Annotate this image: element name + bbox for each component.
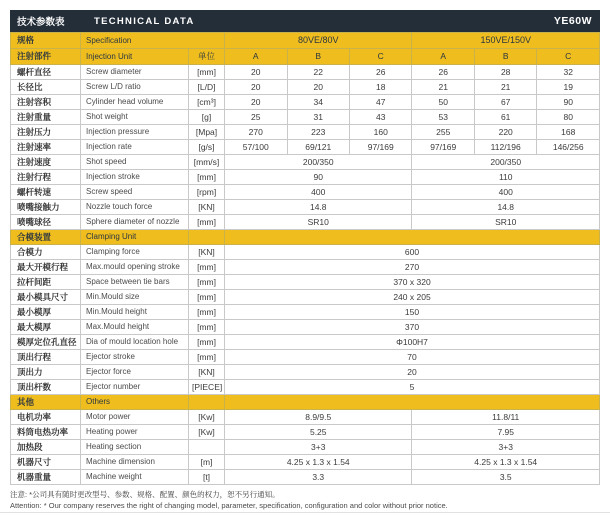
value-cell: 160: [349, 125, 411, 140]
row-label-en: Dia of mould location hole: [81, 335, 189, 350]
value-cell: 90: [537, 95, 600, 110]
row-label-zh: 料筒电热功率: [11, 425, 81, 440]
value-cell: 200/350: [412, 155, 600, 170]
row-label-en: Screw L/D ratio: [81, 80, 189, 95]
value-cell: 110: [412, 170, 600, 185]
row-unit: [mm]: [189, 215, 225, 230]
row-label-en: Space between tie bars: [81, 275, 189, 290]
column-header-row: [11, 49, 600, 65]
row-label-zh: 顶出力: [11, 365, 81, 380]
row-label-zh: 最小模厚: [11, 305, 81, 320]
value-cell: 600: [225, 245, 600, 260]
row-label-zh: 最小模具尺寸: [11, 290, 81, 305]
value-cell: 370 x 320: [225, 275, 600, 290]
value-cell: 18: [349, 80, 411, 95]
row-label-zh: 合模力: [11, 245, 81, 260]
row-label-zh: 合模装置: [11, 230, 81, 245]
value-cell: 20: [225, 80, 287, 95]
table-row: [11, 185, 600, 200]
spec-header-row: [11, 33, 600, 49]
value-cell: 3.3: [225, 470, 412, 485]
value-cell: 26: [349, 65, 411, 80]
row-unit: [rpm]: [189, 185, 225, 200]
col-header-b1: B: [287, 49, 349, 65]
value-cell: 69/121: [287, 140, 349, 155]
row-unit: [g/s]: [189, 140, 225, 155]
row-unit: [mm]: [189, 335, 225, 350]
row-label-en: Shot weight: [81, 110, 189, 125]
table-row: [11, 350, 600, 365]
row-label-zh: 注射容积: [11, 95, 81, 110]
row-label-zh: 顶出杆数: [11, 380, 81, 395]
row-label-en: Min.Mould height: [81, 305, 189, 320]
row-label-zh: 喷嘴球径: [11, 215, 81, 230]
value-cell: 4.25 x 1.3 x 1.54: [225, 455, 412, 470]
value-cell: 97/169: [412, 140, 474, 155]
value-cell: SR10: [225, 215, 412, 230]
value-cell: 112/196: [474, 140, 536, 155]
section-filler: [225, 395, 600, 410]
note-en: Attention: * Our company reserves the right of changing model, parameter, specification, configuration and color without prior notice.: [10, 500, 448, 510]
row-label-en: Max.mould opening stroke: [81, 260, 189, 275]
row-label-zh: 注射速率: [11, 140, 81, 155]
row-unit: [Mpa]: [189, 125, 225, 140]
unit-column-header: 单位: [189, 49, 225, 65]
table-row: [11, 410, 600, 425]
value-cell: 32: [537, 65, 600, 80]
value-cell: 3+3: [225, 440, 412, 455]
row-label-en: Motor power: [81, 410, 189, 425]
value-cell: 5.25: [225, 425, 412, 440]
table-row: [11, 170, 600, 185]
row-label-en: Injection pressure: [81, 125, 189, 140]
value-cell: 26: [412, 65, 474, 80]
value-cell: 34: [287, 95, 349, 110]
row-label-en: Others: [81, 395, 189, 410]
table-row: [11, 455, 600, 470]
row-unit: [mm]: [189, 290, 225, 305]
value-cell: 200/350: [225, 155, 412, 170]
value-cell: 21: [474, 80, 536, 95]
table-row: [11, 305, 600, 320]
row-unit: [cm³]: [189, 95, 225, 110]
table-row: [11, 275, 600, 290]
row-label-en: Min.Mould size: [81, 290, 189, 305]
row-label-en: Screw diameter: [81, 65, 189, 80]
row-label-en: Injection stroke: [81, 170, 189, 185]
row-unit: [KN]: [189, 245, 225, 260]
row-unit: [Kw]: [189, 410, 225, 425]
table-row: [11, 140, 600, 155]
row-label-en: Heating power: [81, 425, 189, 440]
table-row: [11, 380, 600, 395]
row-label-en: Shot speed: [81, 155, 189, 170]
value-cell: 28: [474, 65, 536, 80]
value-cell: 67: [474, 95, 536, 110]
value-cell: 19: [537, 80, 600, 95]
col-header-c1: C: [349, 49, 411, 65]
value-cell: 61: [474, 110, 536, 125]
row-unit: [Kw]: [189, 425, 225, 440]
row-unit: [mm]: [189, 170, 225, 185]
value-cell: 370: [225, 320, 600, 335]
value-cell: 223: [287, 125, 349, 140]
row-label-en: Ejector stroke: [81, 350, 189, 365]
row-label-zh: 模厚定位孔直径: [11, 335, 81, 350]
value-cell: 31: [287, 110, 349, 125]
row-label-en: Heating section: [81, 440, 189, 455]
table-row: [11, 335, 600, 350]
row-unit: [KN]: [189, 200, 225, 215]
row-unit: [189, 395, 225, 410]
table-row: [11, 290, 600, 305]
value-cell: 240 x 205: [225, 290, 600, 305]
value-cell: 53: [412, 110, 474, 125]
spec-label-en: Specification: [81, 33, 225, 49]
spec-label-zh: 规格: [11, 33, 81, 49]
table-row: [11, 260, 600, 275]
row-unit: [m]: [189, 455, 225, 470]
row-unit: [L/D]: [189, 80, 225, 95]
row-label-en: Ejector force: [81, 365, 189, 380]
row-label-zh: 螺杆转速: [11, 185, 81, 200]
value-cell: 21: [412, 80, 474, 95]
value-cell: 14.8: [225, 200, 412, 215]
row-label-zh: 注射重量: [11, 110, 81, 125]
row-unit: [189, 230, 225, 245]
row-label-en: Screw speed: [81, 185, 189, 200]
value-cell: 70: [225, 350, 600, 365]
col-header-b2: B: [474, 49, 536, 65]
row-label-zh: 注射速度: [11, 155, 81, 170]
value-cell: 220: [474, 125, 536, 140]
table-row: [11, 125, 600, 140]
model-group-1: 80VE/80V: [225, 33, 412, 49]
row-label-zh: 其他: [11, 395, 81, 410]
section-injection-zh: 注射部件: [11, 49, 81, 65]
sheet-header-bar: [10, 10, 600, 32]
table-row: [11, 155, 600, 170]
row-unit: [mm]: [189, 275, 225, 290]
value-cell: 20: [225, 365, 600, 380]
table-row: [11, 65, 600, 80]
col-header-a1: A: [225, 49, 287, 65]
row-unit: [mm]: [189, 65, 225, 80]
row-label-en: Nozzle touch force: [81, 200, 189, 215]
value-cell: 14.8: [412, 200, 600, 215]
value-cell: 20: [287, 80, 349, 95]
model-group-2: 150VE/150V: [412, 33, 600, 49]
value-cell: 5: [225, 380, 600, 395]
technical-data-sheet: [10, 10, 600, 512]
footer-notes: [10, 490, 600, 512]
row-unit: [mm/s]: [189, 155, 225, 170]
row-unit: [mm]: [189, 305, 225, 320]
value-cell: 7.95: [412, 425, 600, 440]
table-row: [11, 470, 600, 485]
value-cell: 80: [537, 110, 600, 125]
value-cell: 43: [349, 110, 411, 125]
row-label-zh: 注射行程: [11, 170, 81, 185]
value-cell: 270: [225, 125, 287, 140]
row-label-zh: 最大模厚: [11, 320, 81, 335]
value-cell: 20: [225, 95, 287, 110]
value-cell: 270: [225, 260, 600, 275]
value-cell: 90: [225, 170, 412, 185]
value-cell: 4.25 x 1.3 x 1.54: [412, 455, 600, 470]
value-cell: 146/256: [537, 140, 600, 155]
value-cell: 255: [412, 125, 474, 140]
row-label-zh: 机器尺寸: [11, 455, 81, 470]
table-row: [11, 110, 600, 125]
table-row: [11, 95, 600, 110]
col-header-a2: A: [412, 49, 474, 65]
value-cell: 8.9/9.5: [225, 410, 412, 425]
row-label-zh: 螺杆直径: [11, 65, 81, 80]
value-cell: 150: [225, 305, 600, 320]
row-label-en: Cylinder head volume: [81, 95, 189, 110]
value-cell: Φ100H7: [225, 335, 600, 350]
row-label-en: Ejector number: [81, 380, 189, 395]
row-label-zh: 顶出行程: [11, 350, 81, 365]
value-cell: 3+3: [412, 440, 600, 455]
row-label-zh: 拉杆间距: [11, 275, 81, 290]
table-row: [11, 215, 600, 230]
value-cell: 400: [412, 185, 600, 200]
table-row: [11, 440, 600, 455]
value-cell: 47: [349, 95, 411, 110]
value-cell: 400: [225, 185, 412, 200]
row-label-en: Machine weight: [81, 470, 189, 485]
value-cell: 50: [412, 95, 474, 110]
row-label-en: Clamping force: [81, 245, 189, 260]
row-unit: [mm]: [189, 260, 225, 275]
section-filler: [225, 230, 600, 245]
row-unit: [g]: [189, 110, 225, 125]
col-header-c2: C: [537, 49, 600, 65]
row-label-zh: 电机功率: [11, 410, 81, 425]
row-label-zh: 喷嘴接触力: [11, 200, 81, 215]
row-unit: [mm]: [189, 320, 225, 335]
note-zh: 注意: *公司具有随时更改型号、参数、规格、配置、颜色的权力，恕不另行通知。: [10, 490, 280, 499]
section-row: [11, 230, 600, 245]
technical-data-table: [10, 32, 600, 485]
row-unit: [mm]: [189, 350, 225, 365]
table-row: [11, 80, 600, 95]
row-unit: [KN]: [189, 365, 225, 380]
value-cell: 20: [225, 65, 287, 80]
row-unit: [PIECE]: [189, 380, 225, 395]
row-label-zh: 最大开模行程: [11, 260, 81, 275]
value-cell: 25: [225, 110, 287, 125]
row-label-zh: 加热段: [11, 440, 81, 455]
row-unit: [t]: [189, 470, 225, 485]
value-cell: 57/100: [225, 140, 287, 155]
row-unit: [189, 440, 225, 455]
table-row: [11, 245, 600, 260]
row-label-en: Injection rate: [81, 140, 189, 155]
bottom-divider: [0, 512, 610, 513]
value-cell: 11.8/11: [412, 410, 600, 425]
value-cell: 3.5: [412, 470, 600, 485]
row-label-en: Sphere diameter of nozzle: [81, 215, 189, 230]
row-label-en: Machine dimension: [81, 455, 189, 470]
section-injection-en: Injection Unit: [81, 49, 189, 65]
row-label-zh: 注射压力: [11, 125, 81, 140]
value-cell: 97/169: [349, 140, 411, 155]
table-row: [11, 200, 600, 215]
sheet-title-en: TECHNICAL DATA: [94, 15, 195, 27]
value-cell: 22: [287, 65, 349, 80]
model-code: YE60W: [553, 15, 592, 27]
row-label-zh: 机器重量: [11, 470, 81, 485]
section-row: [11, 395, 600, 410]
row-label-en: Max.Mould height: [81, 320, 189, 335]
table-row: [11, 365, 600, 380]
sheet-title-zh: 技术参数表: [17, 17, 65, 28]
row-label-en: Clamping Unit: [81, 230, 189, 245]
value-cell: SR10: [412, 215, 600, 230]
row-label-zh: 长径比: [11, 80, 81, 95]
table-row: [11, 425, 600, 440]
value-cell: 168: [537, 125, 600, 140]
table-row: [11, 320, 600, 335]
